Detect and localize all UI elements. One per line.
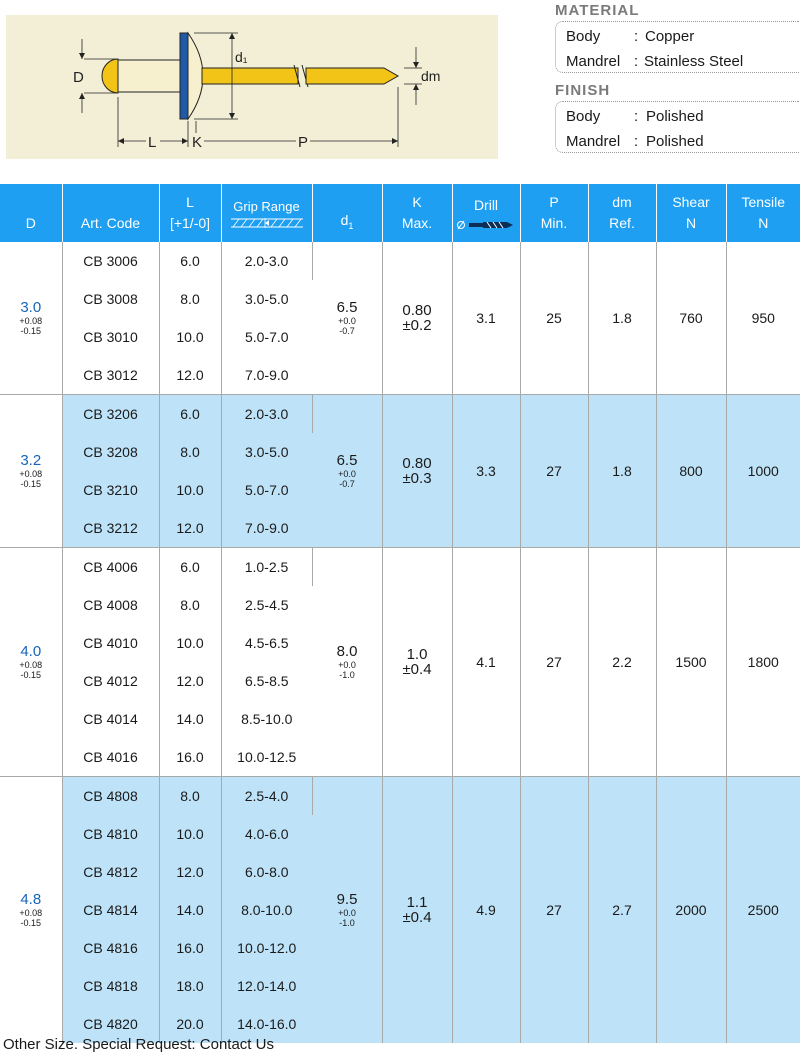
cell-grip-range: 10.0-12.5 xyxy=(221,738,312,777)
finish-body-sep: : xyxy=(634,108,639,125)
cell-D: 4.8 +0.08 -0.15 xyxy=(0,777,62,1044)
mandrel-head xyxy=(102,59,118,93)
cell-art-code: CB 3210 xyxy=(62,471,159,509)
cell-grip-range: 4.5-6.5 xyxy=(221,624,312,662)
cell-D: 3.0 +0.08 -0.15 xyxy=(0,242,62,395)
header-art-code: Art. Code xyxy=(62,184,159,242)
label-L: L xyxy=(148,134,157,151)
cell-D: 4.0 +0.08 -0.15 xyxy=(0,548,62,777)
material-body-label: Body xyxy=(566,28,601,45)
cell-dm: 1.8 xyxy=(588,242,656,395)
cell-art-code: CB 4812 xyxy=(62,853,159,891)
cell-tensile: 2500 xyxy=(726,777,800,1044)
header-drill: Drill xyxy=(452,184,520,242)
rivet-drawing xyxy=(6,15,498,159)
cell-art-code: CB 4010 xyxy=(62,624,159,662)
cell-L: 8.0 xyxy=(159,586,221,624)
cell-grip-range: 8.0-10.0 xyxy=(221,891,312,929)
cell-art-code: CB 4016 xyxy=(62,738,159,777)
cell-P: 25 xyxy=(520,242,588,395)
finish-box xyxy=(555,101,799,153)
cell-L: 12.0 xyxy=(159,853,221,891)
table-row xyxy=(0,395,800,434)
material-mandrel-value: Stainless Steel xyxy=(644,53,744,70)
rivet-body xyxy=(118,60,180,92)
cell-L: 10.0 xyxy=(159,815,221,853)
cell-K: 1.0 ±0.4 xyxy=(382,548,452,777)
finish-body-value: Polished xyxy=(646,108,704,125)
rivet-diagram xyxy=(6,15,498,159)
finish-body-label: Body xyxy=(566,108,601,125)
table-row xyxy=(0,777,800,816)
cell-L: 18.0 xyxy=(159,967,221,1005)
cell-grip-range: 2.5-4.0 xyxy=(221,777,312,816)
header-tensile: Tensile N xyxy=(726,184,800,242)
header-grip-range: Grip Range xyxy=(221,184,312,242)
spec-table-body xyxy=(0,242,800,1043)
header-L: L [+1/-0] xyxy=(159,184,221,242)
cell-grip-range: 2.0-3.0 xyxy=(221,242,312,280)
cell-L: 6.0 xyxy=(159,395,221,434)
cell-L: 16.0 xyxy=(159,929,221,967)
finish-heading: FINISH xyxy=(555,82,611,99)
mandrel-tip xyxy=(306,68,398,84)
cell-art-code: CB 4820 xyxy=(62,1005,159,1043)
cell-L: 12.0 xyxy=(159,662,221,700)
cell-art-code: CB 4808 xyxy=(62,777,159,816)
cell-grip-range: 10.0-12.0 xyxy=(221,929,312,967)
cell-L: 8.0 xyxy=(159,433,221,471)
label-dm: dm xyxy=(421,68,441,84)
cell-L: 14.0 xyxy=(159,700,221,738)
cell-art-code: CB 4012 xyxy=(62,662,159,700)
label-D: D xyxy=(73,69,84,86)
cell-art-code: CB 3008 xyxy=(62,280,159,318)
cell-L: 8.0 xyxy=(159,280,221,318)
cell-K: 1.1 ±0.4 xyxy=(382,777,452,1044)
spec-table xyxy=(0,184,800,1043)
cell-art-code: CB 3212 xyxy=(62,509,159,548)
cell-P: 27 xyxy=(520,395,588,548)
cell-art-code: CB 4816 xyxy=(62,929,159,967)
cell-K: 0.80 ±0.3 xyxy=(382,395,452,548)
finish-mandrel-label: Mandrel xyxy=(566,133,621,150)
cell-dm: 2.7 xyxy=(588,777,656,1044)
cell-art-code: CB 3208 xyxy=(62,433,159,471)
cell-grip-range: 6.0-8.0 xyxy=(221,853,312,891)
cell-art-code: CB 3006 xyxy=(62,242,159,280)
cell-dm: 1.8 xyxy=(588,395,656,548)
cell-shear: 760 xyxy=(656,242,726,395)
cell-grip-range: 14.0-16.0 xyxy=(221,1005,312,1043)
cell-shear: 1500 xyxy=(656,548,726,777)
finish-mandrel-value: Polished xyxy=(646,133,704,150)
cell-grip-range: 7.0-9.0 xyxy=(221,509,312,548)
header-d1: $d_1$ xyxy=(312,184,382,242)
material-body-value: Copper xyxy=(645,28,695,45)
rivet-flange-head xyxy=(188,33,203,119)
header-D: D xyxy=(0,184,62,242)
cell-art-code: CB 4814 xyxy=(62,891,159,929)
cell-grip-range: 5.0-7.0 xyxy=(221,471,312,509)
grip-hatch-icon xyxy=(231,218,303,228)
cell-art-code: CB 3010 xyxy=(62,318,159,356)
cell-L: 12.0 xyxy=(159,356,221,395)
cell-d1: 6.5 +0.0 -0.7 xyxy=(312,395,382,548)
cell-grip-range: 3.0-5.0 xyxy=(221,433,312,471)
cell-tensile: 1000 xyxy=(726,395,800,548)
cell-drill: 4.9 xyxy=(452,777,520,1044)
material-mandrel-sep: : xyxy=(634,53,639,70)
footer-note: Other Size. Special Request: Contact Us xyxy=(3,1036,274,1053)
cell-shear: 2000 xyxy=(656,777,726,1044)
table-header-row xyxy=(0,184,800,242)
spec-panel xyxy=(555,0,800,160)
drill-bit-icon xyxy=(457,220,515,230)
material-body-sep: : xyxy=(634,28,639,45)
cell-K: 0.80 ±0.2 xyxy=(382,242,452,395)
cell-grip-range: 2.5-4.5 xyxy=(221,586,312,624)
cell-grip-range: 3.0-5.0 xyxy=(221,280,312,318)
cell-P: 27 xyxy=(520,777,588,1044)
cell-dm: 2.2 xyxy=(588,548,656,777)
cell-grip-range: 1.0-2.5 xyxy=(221,548,312,587)
cell-grip-range: 12.0-14.0 xyxy=(221,967,312,1005)
cell-art-code: CB 3206 xyxy=(62,395,159,434)
table-row xyxy=(0,242,800,280)
cell-art-code: CB 3012 xyxy=(62,356,159,395)
cell-grip-range: 6.5-8.5 xyxy=(221,662,312,700)
cell-drill: 3.3 xyxy=(452,395,520,548)
cell-drill: 4.1 xyxy=(452,548,520,777)
cell-L: 6.0 xyxy=(159,548,221,587)
cell-tensile: 1800 xyxy=(726,548,800,777)
label-P: P xyxy=(298,134,309,151)
cell-d1: 8.0 +0.0 -1.0 xyxy=(312,548,382,777)
cell-grip-range: 7.0-9.0 xyxy=(221,356,312,395)
cell-L: 20.0 xyxy=(159,1005,221,1043)
cell-tensile: 950 xyxy=(726,242,800,395)
cell-grip-range: 4.0-6.0 xyxy=(221,815,312,853)
header-K: K Max. xyxy=(382,184,452,242)
label-K: K xyxy=(192,134,203,151)
material-heading: MATERIAL xyxy=(555,2,640,19)
cell-art-code: CB 4008 xyxy=(62,586,159,624)
cell-drill: 3.1 xyxy=(452,242,520,395)
header-P: P Min. xyxy=(520,184,588,242)
cell-d1: 6.5 +0.0 -0.7 xyxy=(312,242,382,395)
rivet-sleeve xyxy=(180,33,188,119)
cell-art-code: CB 4810 xyxy=(62,815,159,853)
cell-P: 27 xyxy=(520,548,588,777)
table-row xyxy=(0,548,800,587)
cell-L: 10.0 xyxy=(159,318,221,356)
cell-L: 12.0 xyxy=(159,509,221,548)
cell-art-code: CB 4006 xyxy=(62,548,159,587)
header-shear: Shear N xyxy=(656,184,726,242)
mandrel-shaft xyxy=(202,68,298,84)
cell-d1: 9.5 +0.0 -1.0 xyxy=(312,777,382,1044)
material-box xyxy=(555,21,799,73)
label-d1: d₁ xyxy=(235,49,248,65)
header-dm: dm Ref. xyxy=(588,184,656,242)
cell-shear: 800 xyxy=(656,395,726,548)
cell-grip-range: 5.0-7.0 xyxy=(221,318,312,356)
finish-mandrel-sep: : xyxy=(634,133,639,150)
cell-L: 16.0 xyxy=(159,738,221,777)
cell-L: 10.0 xyxy=(159,624,221,662)
cell-grip-range: 2.0-3.0 xyxy=(221,395,312,434)
cell-D: 3.2 +0.08 -0.15 xyxy=(0,395,62,548)
cell-L: 14.0 xyxy=(159,891,221,929)
cell-L: 6.0 xyxy=(159,242,221,280)
cell-L: 10.0 xyxy=(159,471,221,509)
cell-art-code: CB 4014 xyxy=(62,700,159,738)
cell-art-code: CB 4818 xyxy=(62,967,159,1005)
cell-grip-range: 8.5-10.0 xyxy=(221,700,312,738)
cell-L: 8.0 xyxy=(159,777,221,816)
material-mandrel-label: Mandrel xyxy=(566,53,621,70)
